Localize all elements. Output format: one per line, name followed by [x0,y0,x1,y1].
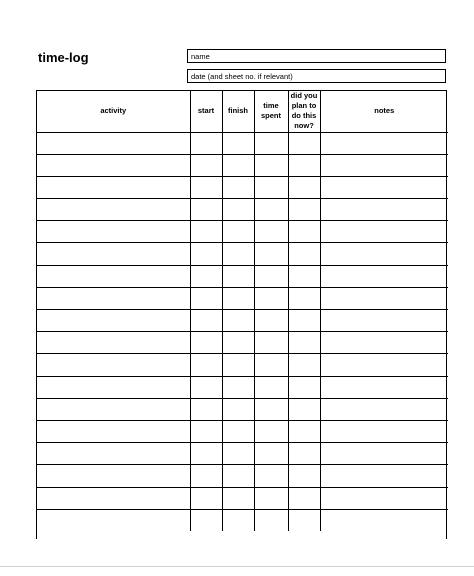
cell-planned[interactable] [288,154,320,176]
cell-planned[interactable] [288,398,320,420]
cell-planned[interactable] [288,420,320,442]
cell-finish[interactable] [222,487,254,509]
cell-start[interactable] [190,376,222,398]
cell-start[interactable] [190,420,222,442]
cell-notes[interactable] [320,154,448,176]
cell-activity[interactable] [37,332,190,354]
cell-finish[interactable] [222,443,254,465]
cell-time-spent[interactable] [254,287,288,309]
cell-planned[interactable] [288,176,320,198]
table-row [37,443,448,465]
cell-activity[interactable] [37,199,190,221]
cell-notes[interactable] [320,420,448,442]
cell-notes[interactable] [320,287,448,309]
page-title: time-log [38,50,89,65]
table-row [37,310,448,332]
cell-finish[interactable] [222,199,254,221]
page-bottom-divider [0,566,474,567]
cell-time-spent[interactable] [254,221,288,243]
cell-time-spent[interactable] [254,199,288,221]
cell-activity[interactable] [37,154,190,176]
cell-activity[interactable] [37,132,190,154]
table-row [37,221,448,243]
table-row [37,465,448,487]
table-header-row [37,91,448,132]
cell-time-spent[interactable] [254,176,288,198]
cell-activity[interactable] [37,420,190,442]
cell-activity[interactable] [37,176,190,198]
cell-time-spent[interactable] [254,487,288,509]
table-row [37,487,448,509]
cell-planned[interactable] [288,487,320,509]
cell-finish[interactable] [222,332,254,354]
cell-activity[interactable] [37,465,190,487]
cell-finish[interactable] [222,154,254,176]
cell-activity[interactable] [37,487,190,509]
cell-planned[interactable] [288,354,320,376]
cell-activity[interactable] [37,221,190,243]
cell-activity[interactable] [37,265,190,287]
cell-notes[interactable] [320,376,448,398]
cell-planned[interactable] [288,243,320,265]
column-header-time-spent: time spent [254,91,288,132]
cell-finish[interactable] [222,509,254,531]
cell-start[interactable] [190,154,222,176]
cell-activity[interactable] [37,243,190,265]
cell-activity[interactable] [37,398,190,420]
cell-time-spent[interactable] [254,398,288,420]
cell-planned[interactable] [288,376,320,398]
cell-finish[interactable] [222,176,254,198]
cell-notes[interactable] [320,132,448,154]
cell-time-spent[interactable] [254,243,288,265]
cell-notes[interactable] [320,310,448,332]
table-row [37,509,448,531]
cell-planned[interactable] [288,132,320,154]
cell-activity[interactable] [37,287,190,309]
cell-time-spent[interactable] [254,310,288,332]
column-header-start: start [190,91,222,132]
cell-start[interactable] [190,487,222,509]
cell-planned[interactable] [288,443,320,465]
table-row [37,132,448,154]
cell-notes[interactable] [320,398,448,420]
cell-time-spent[interactable] [254,509,288,531]
column-header-activity: activity [37,91,190,132]
table-row [37,265,448,287]
cell-notes[interactable] [320,176,448,198]
time-log-sheet [36,90,447,539]
cell-planned[interactable] [288,221,320,243]
table-row [37,176,448,198]
cell-planned[interactable] [288,310,320,332]
cell-planned[interactable] [288,509,320,531]
cell-time-spent[interactable] [254,465,288,487]
cell-start[interactable] [190,199,222,221]
cell-finish[interactable] [222,420,254,442]
date-field[interactable]: date (and sheet no. if relevant) [187,69,446,83]
cell-start[interactable] [190,265,222,287]
cell-start[interactable] [190,310,222,332]
time-log-table [37,91,448,531]
column-header-planned: did you plan to do this now? [288,91,320,132]
cell-planned[interactable] [288,199,320,221]
table-row [37,354,448,376]
cell-planned[interactable] [288,265,320,287]
cell-activity[interactable] [37,354,190,376]
cell-activity[interactable] [37,376,190,398]
cell-notes[interactable] [320,332,448,354]
cell-activity[interactable] [37,509,190,531]
cell-start[interactable] [190,132,222,154]
cell-notes[interactable] [320,465,448,487]
cell-time-spent[interactable] [254,265,288,287]
cell-planned[interactable] [288,287,320,309]
column-header-notes: notes [320,91,448,132]
table-row [37,376,448,398]
cell-notes[interactable] [320,354,448,376]
table-row [37,398,448,420]
table-row [37,243,448,265]
cell-finish[interactable] [222,287,254,309]
cell-finish[interactable] [222,243,254,265]
cell-start[interactable] [190,443,222,465]
table-row [37,199,448,221]
cell-start[interactable] [190,221,222,243]
cell-start[interactable] [190,465,222,487]
cell-finish[interactable] [222,310,254,332]
table-row [37,420,448,442]
cell-time-spent[interactable] [254,443,288,465]
cell-finish[interactable] [222,376,254,398]
cell-notes[interactable] [320,265,448,287]
cell-notes[interactable] [320,509,448,531]
cell-start[interactable] [190,332,222,354]
cell-finish[interactable] [222,265,254,287]
cell-activity[interactable] [37,310,190,332]
cell-start[interactable] [190,176,222,198]
cell-time-spent[interactable] [254,132,288,154]
cell-time-spent[interactable] [254,332,288,354]
cell-activity[interactable] [37,443,190,465]
cell-finish[interactable] [222,354,254,376]
cell-notes[interactable] [320,221,448,243]
cell-start[interactable] [190,509,222,531]
cell-start[interactable] [190,398,222,420]
cell-time-spent[interactable] [254,154,288,176]
table-row [37,154,448,176]
column-header-finish: finish [222,91,254,132]
table-row [37,332,448,354]
cell-start[interactable] [190,243,222,265]
cell-notes[interactable] [320,243,448,265]
cell-finish[interactable] [222,221,254,243]
cell-time-spent[interactable] [254,354,288,376]
cell-time-spent[interactable] [254,420,288,442]
table-row [37,287,448,309]
cell-finish[interactable] [222,398,254,420]
cell-planned[interactable] [288,465,320,487]
cell-time-spent[interactable] [254,376,288,398]
cell-start[interactable] [190,354,222,376]
name-field[interactable]: name [187,49,446,63]
cell-notes[interactable] [320,443,448,465]
cell-notes[interactable] [320,199,448,221]
cell-notes[interactable] [320,487,448,509]
cell-finish[interactable] [222,465,254,487]
cell-planned[interactable] [288,332,320,354]
cell-start[interactable] [190,287,222,309]
cell-finish[interactable] [222,132,254,154]
